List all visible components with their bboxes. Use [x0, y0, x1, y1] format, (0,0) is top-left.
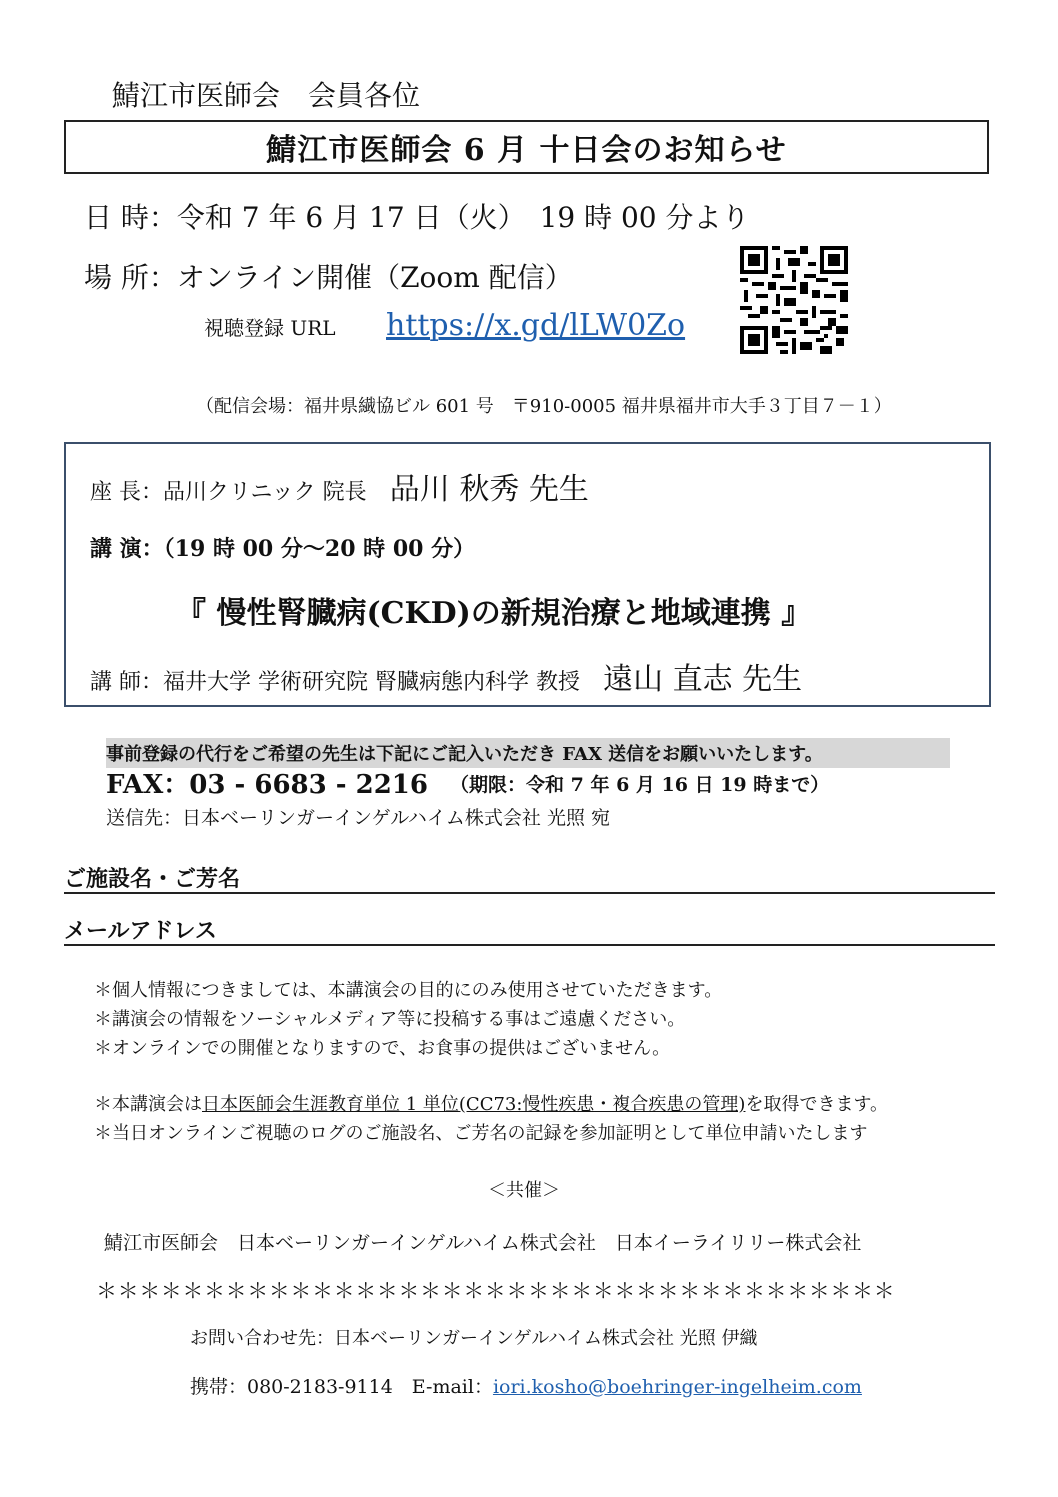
lecture-info-box: [64, 442, 991, 707]
lecture-title: 『 慢性腎臓病(CKD)の新規治療と地域連携 』: [176, 596, 812, 631]
email-field-line[interactable]: [64, 944, 995, 946]
credit-prefix: ＊本講演会は: [94, 1094, 202, 1115]
facility-name-field-line[interactable]: [64, 892, 995, 894]
note-item: ＊オンラインでの開催となりますので、お食事の提供はございません。: [94, 1038, 671, 1059]
note-item: ＊個人情報につきましては、本講演会の目的にのみ使用させていただきます。: [94, 980, 723, 1001]
datetime-row: [84, 196, 750, 236]
fax-notice: 事前登録の代行をご希望の先生は下記にご記入いただき FAX 送信をお願いいたします。: [106, 738, 950, 768]
contact-email-link[interactable]: iori.kosho@boehringer-ingelheim.com: [492, 1376, 862, 1398]
lecture-time-row: [90, 532, 475, 563]
cohost-heading: ＜共催＞: [488, 1180, 560, 1201]
url-label: 視聴登録 URL: [204, 316, 336, 340]
contact-phone-row: [190, 1372, 862, 1399]
url-row: [204, 312, 336, 341]
chair-label: 座 長：: [90, 480, 163, 505]
credit-line: [94, 1090, 888, 1116]
chair-row: [90, 464, 589, 508]
fax-deadline: （期限：令和 7 年 6 月 16 日 19 時まで）: [450, 774, 830, 796]
lecture-label: 講 演：: [90, 536, 164, 562]
speaker-name: 遠山 直志 先生: [603, 662, 803, 697]
registration-url-link[interactable]: https://x.gd/lLW0Zo: [386, 308, 686, 343]
cohost-organizers: 鯖江市医師会 日本ベーリンガーインゲルハイム株式会社 日本イーライリリー株式会社: [104, 1232, 862, 1254]
place-row: [84, 256, 573, 296]
credit-line-2: ＊当日オンラインご視聴のログのご施設名、ご芳名の記録を参加証明として単位申請いたします: [94, 1123, 868, 1144]
datetime-value: 令和 7 年 6 月 17 日（火） 19 時 00 分より: [176, 201, 750, 234]
page-title: 鯖江市医師会 6 月 十日会のお知らせ: [64, 120, 989, 174]
chair-name: 品川 秋秀 先生: [389, 472, 589, 507]
fax-number: FAX：03 - 6683 - 2216: [106, 770, 428, 800]
facility-name-label: ご施設名・ご芳名: [64, 866, 241, 892]
note-item: ＊講演会の情報をソーシャルメディア等に投稿する事はご遠慮ください。: [94, 1009, 686, 1030]
place-label: 場 所：: [84, 261, 177, 294]
email-label: メールアドレス: [64, 918, 217, 944]
fax-recipient: 送信先：日本ベーリンガーインゲルハイム株式会社 光照 宛: [106, 807, 610, 829]
qr-code-icon[interactable]: [740, 246, 848, 354]
contact-line: お問い合わせ先：日本ベーリンガーインゲルハイム株式会社 光照 伊織: [190, 1328, 758, 1349]
speaker-affiliation: 福井大学 学術研究院 腎臓病態内科学 教授: [163, 670, 580, 695]
venue-address: （配信会場：福井県繊協ビル 601 号 〒910-0005 福井県福井市大手３丁目７－１）: [196, 396, 892, 417]
datetime-label: 日 時：: [84, 201, 177, 234]
lecture-time: （19 時 00 分～20 時 00 分）: [163, 536, 476, 562]
place-value: オンライン開催（Zoom 配信）: [176, 261, 573, 294]
addressee: 鯖江市医師会 会員各位: [112, 79, 421, 112]
speaker-row: [90, 654, 802, 698]
chair-affiliation: 品川クリニック 院長: [163, 480, 367, 505]
separator-line: ＊＊＊＊＊＊＊＊＊＊＊＊＊＊＊＊＊＊＊＊＊＊＊＊＊＊＊＊＊＊＊＊＊＊＊＊＊: [96, 1279, 896, 1303]
speaker-label: 講 師：: [90, 670, 163, 695]
credit-unit: 日本医師会生涯教育単位 1 単位(CC73:慢性疾患・複合疾患の管理): [202, 1094, 746, 1115]
credit-suffix: を取得できます。: [745, 1094, 889, 1115]
contact-phone: 携帯：080-2183-9114 E-mail：: [190, 1376, 493, 1398]
